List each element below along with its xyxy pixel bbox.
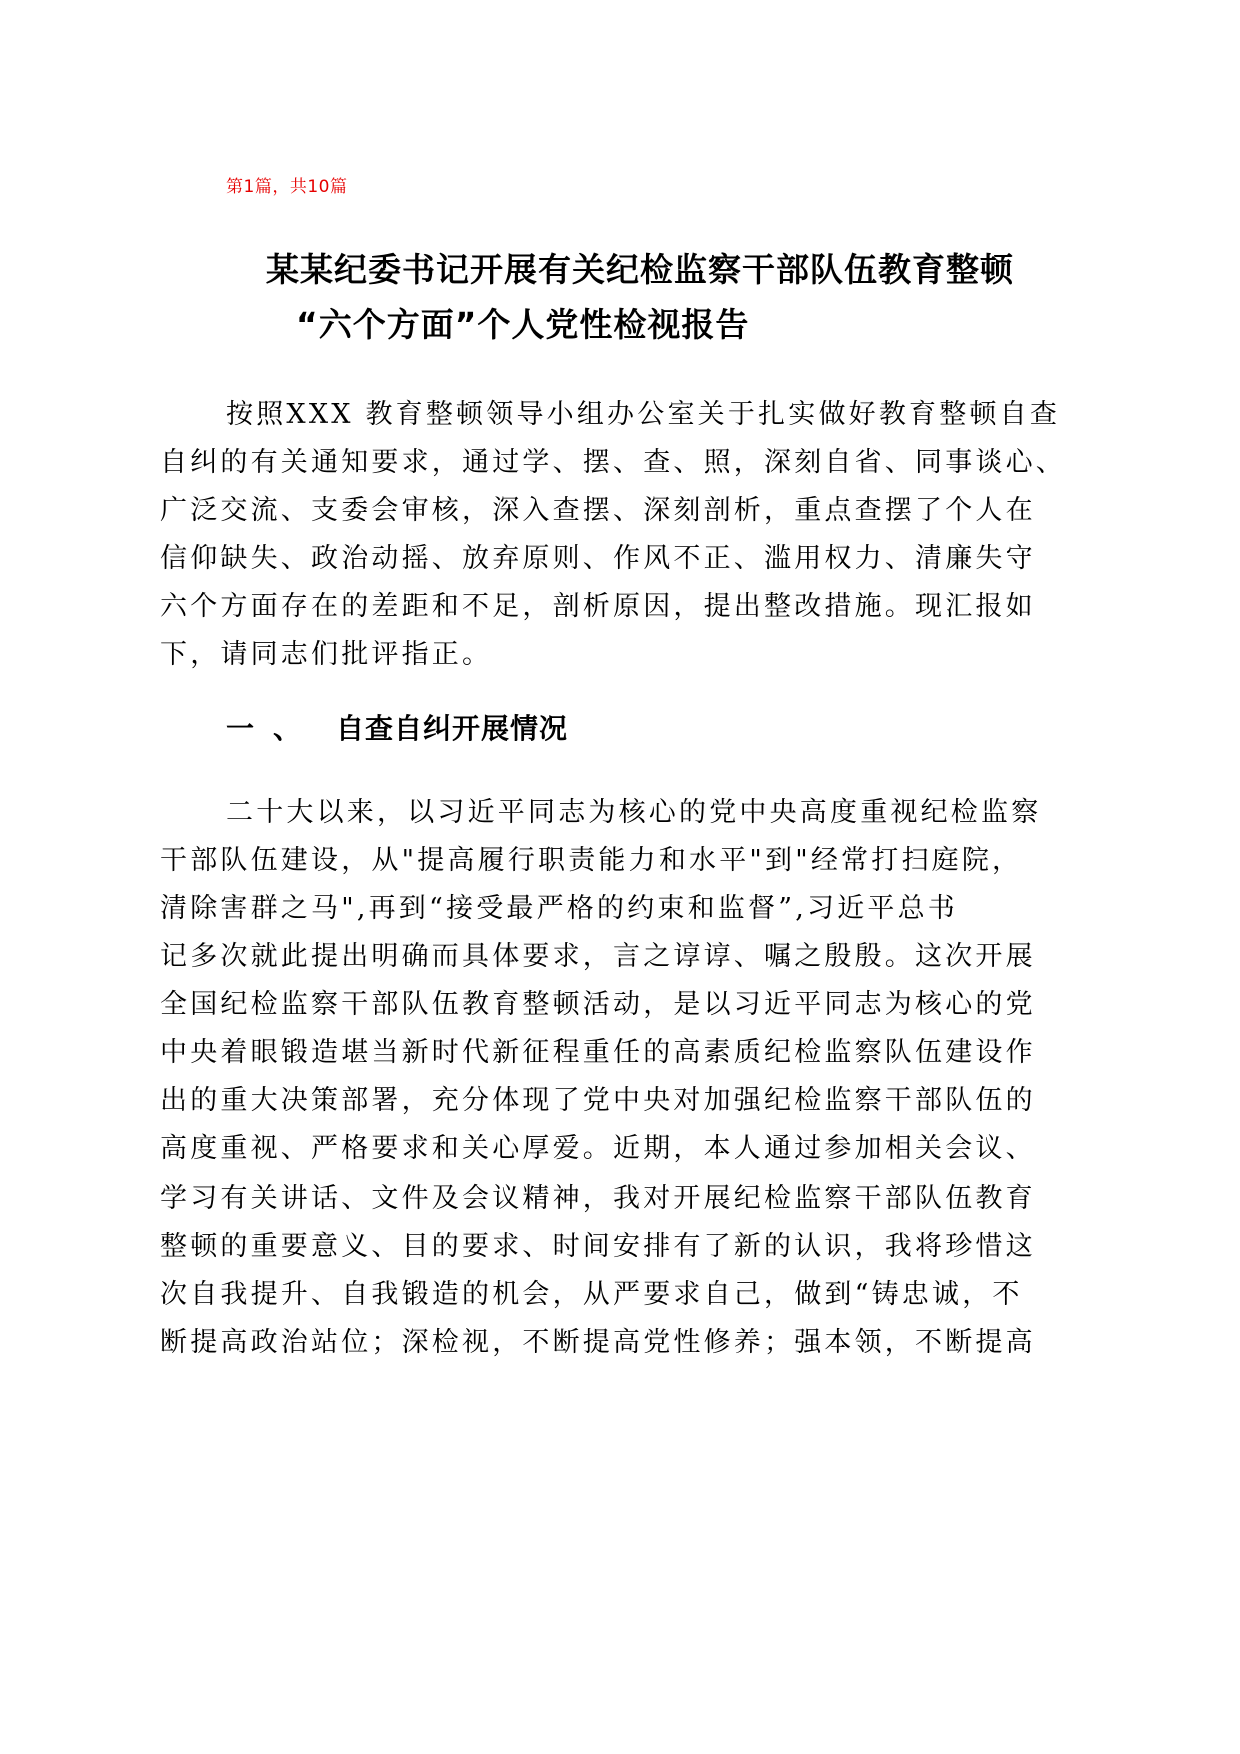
section-heading (226, 707, 568, 747)
paragraph-line: 干部队伍建设，从"提高履行职责能力和水平"到"经常打扫庭院， (160, 845, 1023, 876)
paragraph-line: 清除害群之马",再到“接受最严格的约束和监督”,习近平总书 (160, 893, 958, 924)
page-count-note: 第1篇，共10篇 (226, 177, 348, 197)
document-title-line-2: “六个方面”个人党性检视报告 (296, 305, 750, 344)
paragraph-line: 全国纪检监察干部队伍教育整顿活动，是以习近平同志为核心的党 (160, 989, 1036, 1020)
paragraph-line: 二十大以来，以习近平同志为核心的党中央高度重视纪检监察 (226, 797, 1042, 828)
paragraph-line: 信仰缺失、政治动摇、放弃原则、作风不正、滥用权力、清廉失守 (160, 543, 1036, 574)
paragraph-line: 记多次就此提出明确而具体要求，言之谆谆、嘱之殷殷。这次开展 (160, 941, 1036, 972)
paragraph-line: 中央着眼锻造堪当新时代新征程重任的高素质纪检监察队伍建设作 (160, 1037, 1036, 1068)
document-title-line-1: 某某纪委书记开展有关纪检监察干部队伍教育整顿 (266, 250, 1014, 289)
paragraph-line: 广泛交流、支委会审核，深入查摆、深刻剖析，重点查摆了个人在 (160, 495, 1036, 526)
paragraph-line: 整顿的重要意义、目的要求、时间安排有了新的认识，我将珍惜这 (160, 1231, 1036, 1262)
paragraph-line: 断提高政治站位；深检视，不断提高党性修养；强本领，不断提高 (160, 1327, 1036, 1358)
paragraph-line: 次自我提升、自我锻造的机会，从严要求自己，做到“铸忠诚，不 (160, 1279, 1023, 1310)
paragraph-line: 按照XXX 教育整顿领导小组办公室关于扎实做好教育整顿自查 (226, 399, 1061, 430)
paragraph-line: 学习有关讲话、文件及会议精神，我对开展纪检监察干部队伍教育 (160, 1183, 1036, 1214)
paragraph-line: 六个方面存在的差距和不足，剖析原因，提出整改措施。现汇报如 (160, 591, 1036, 622)
paragraph-line: 自纠的有关通知要求，通过学、摆、查、照，深刻自省、同事谈心、 (160, 447, 1066, 478)
paragraph-line: 高度重视、严格要求和关心厚爱。近期，本人通过参加相关会议、 (160, 1133, 1036, 1164)
section-separator: 、 (273, 712, 303, 745)
paragraph-line: 下，请同志们批评指正。 (160, 639, 493, 670)
paragraph-line: 出的重大决策部署，充分体现了党中央对加强纪检监察干部队伍的 (160, 1085, 1036, 1116)
section-number: 一 (226, 712, 256, 745)
section-title: 自查自纠开展情况 (336, 712, 569, 745)
